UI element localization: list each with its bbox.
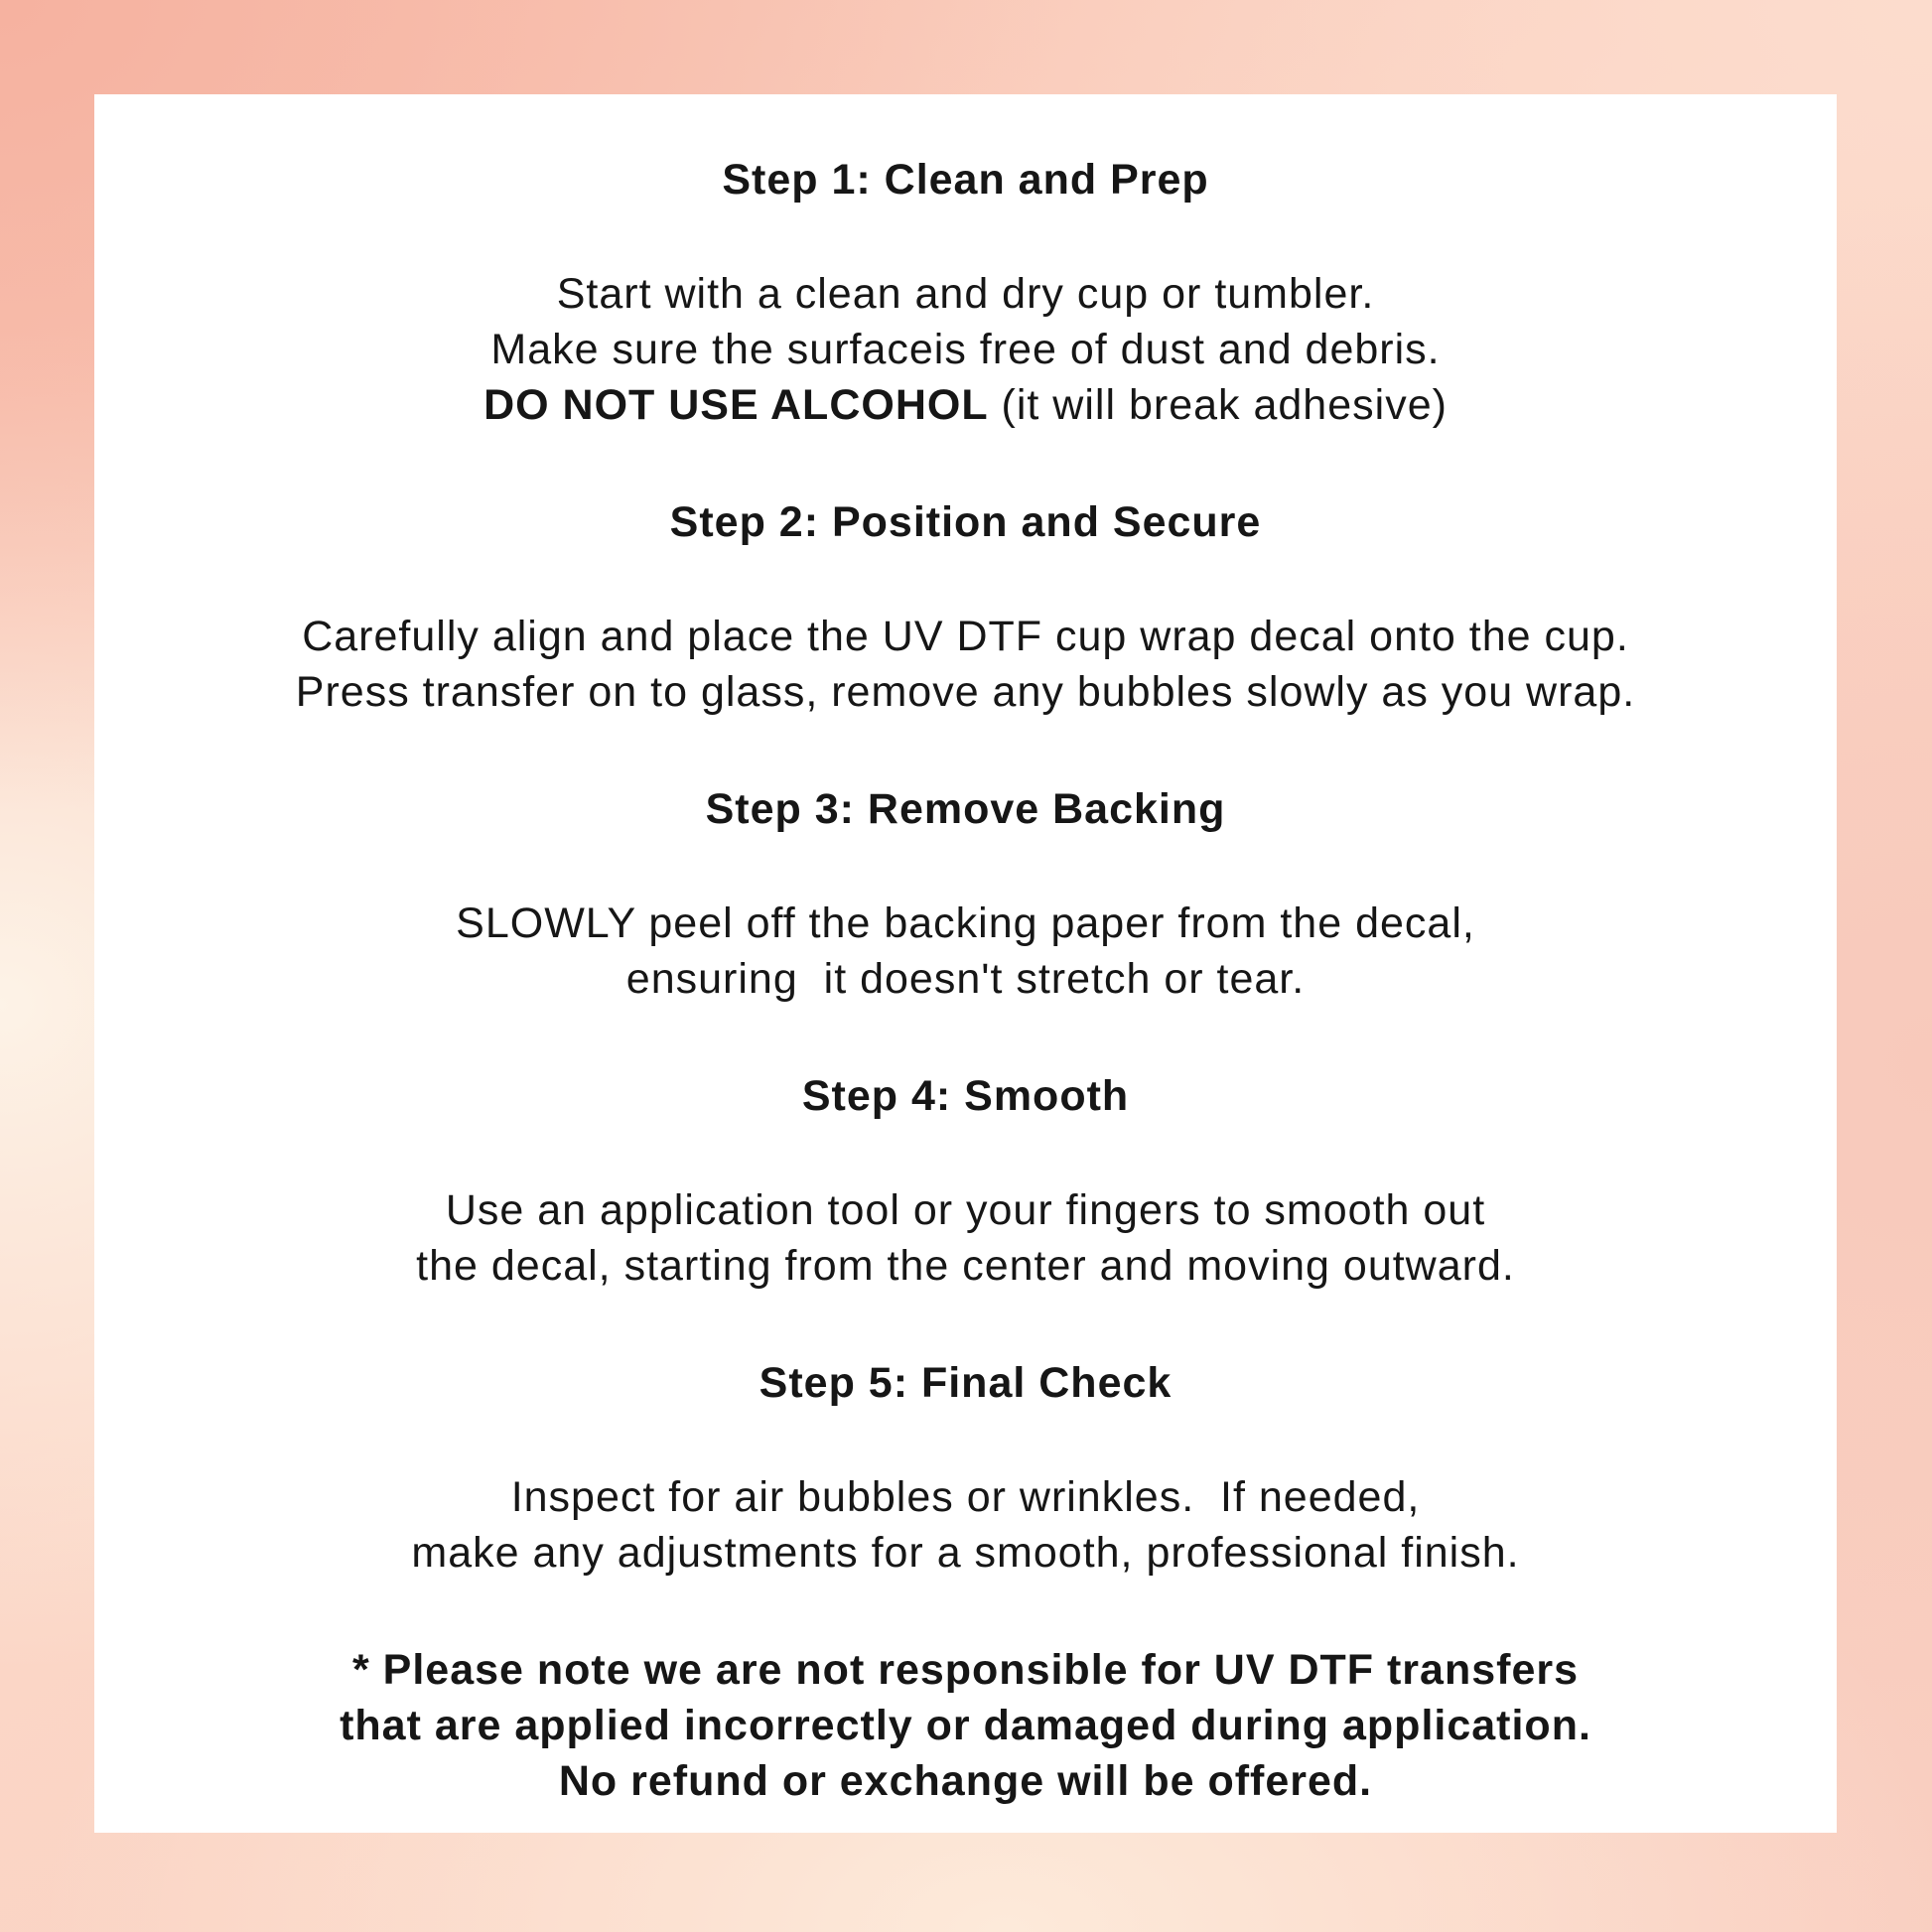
step-5-paragraph bbox=[94, 1469, 1837, 1581]
text-line bbox=[94, 1469, 1837, 1525]
line-text-segment: Carefully align and place the UV DTF cup wrap decal onto the cup. bbox=[302, 613, 1629, 660]
step-3-section bbox=[94, 781, 1837, 1007]
text-line bbox=[94, 951, 1837, 1007]
step-3-heading: Step 3: Remove Backing bbox=[705, 785, 1226, 833]
step-5-heading: Step 5: Final Check bbox=[759, 1359, 1173, 1407]
disclaimer-note bbox=[94, 1642, 1837, 1809]
text-line: that are applied incorrectly or damaged during application. bbox=[340, 1702, 1591, 1749]
step-3-paragraph bbox=[94, 896, 1837, 1007]
step-2-section bbox=[94, 494, 1837, 720]
line-text-segment: (it will break adhesive) bbox=[988, 381, 1448, 429]
instruction-card bbox=[94, 94, 1837, 1833]
step-1-section bbox=[94, 152, 1837, 433]
text-line bbox=[94, 377, 1837, 433]
text-line bbox=[94, 1238, 1837, 1294]
line-bold-segment: DO NOT USE ALCOHOL bbox=[483, 381, 989, 429]
text-line bbox=[94, 609, 1837, 664]
step-2-heading: Step 2: Position and Secure bbox=[669, 498, 1262, 546]
text-line bbox=[94, 266, 1837, 322]
text-line: No refund or exchange will be offered. bbox=[558, 1757, 1373, 1805]
step-4-paragraph bbox=[94, 1182, 1837, 1294]
step-4-heading: Step 4: Smooth bbox=[801, 1072, 1130, 1120]
line-text-segment: make any adjustments for a smooth, professional finish. bbox=[411, 1529, 1520, 1577]
text-line bbox=[94, 664, 1837, 720]
step-4-section bbox=[94, 1068, 1837, 1294]
text-line: * Please note we are not responsible for UV DTF transfers bbox=[351, 1646, 1580, 1694]
text-line bbox=[94, 1525, 1837, 1581]
step-5-section bbox=[94, 1355, 1837, 1581]
line-text-segment: the decal, starting from the center and moving outward. bbox=[416, 1242, 1515, 1290]
text-line bbox=[94, 322, 1837, 377]
line-text-segment: Press transfer on to glass, remove any bubbles slowly as you wrap. bbox=[295, 668, 1636, 716]
line-text-segment: Start with a clean and dry cup or tumbler. bbox=[556, 270, 1375, 318]
line-text-segment: SLOWLY peel off the backing paper from the decal, bbox=[456, 899, 1475, 947]
step-1-paragraph bbox=[94, 266, 1837, 433]
text-line bbox=[94, 896, 1837, 951]
step-1-heading: Step 1: Clean and Prep bbox=[722, 156, 1209, 204]
line-text-segment: ensuring it doesn't stretch or tear. bbox=[625, 955, 1306, 1003]
line-text-segment: Make sure the surfaceis free of dust and debris. bbox=[490, 326, 1441, 373]
text-line bbox=[94, 1182, 1837, 1238]
line-text-segment: Inspect for air bubbles or wrinkles. If needed, bbox=[510, 1473, 1421, 1521]
line-text-segment: Use an application tool or your fingers to smooth out bbox=[445, 1186, 1486, 1234]
step-2-paragraph bbox=[94, 609, 1837, 720]
